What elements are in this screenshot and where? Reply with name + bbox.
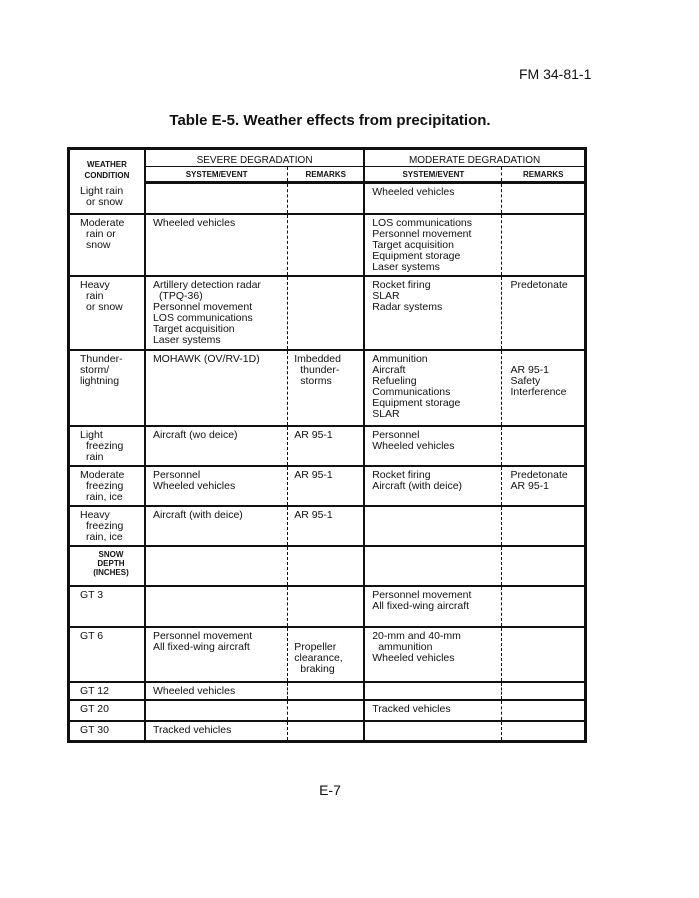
moderate-system-event-cell-text: Rocket firing xyxy=(372,278,431,291)
snow-depth-header-line: SNOW xyxy=(98,549,124,559)
moderate-system-event-cell xyxy=(364,350,502,426)
weather-condition-cell-text: lightning xyxy=(80,374,120,387)
weather-condition-cell-text: GT 20 xyxy=(80,702,109,715)
moderate-system-event-cell-text: Equipment storage xyxy=(372,249,461,262)
weather-condition-cell xyxy=(69,700,145,721)
moderate-remarks-cell-text: Predetonate xyxy=(510,278,568,291)
weather-condition-header-line: WEATHER xyxy=(87,159,127,169)
moderate-system-event-cell-text: 20-mm and 40-mm xyxy=(372,629,461,642)
moderate-remarks-header: REMARKS xyxy=(502,167,586,183)
page-number: E-7 xyxy=(319,782,341,798)
severe-system-event-cell-text: Laser systems xyxy=(152,333,221,346)
severe-system-event-cell xyxy=(145,426,288,466)
moderate-system-event-cell-text: Rocket firing xyxy=(372,468,431,481)
severe-system-event-cell-text: Personnel movement xyxy=(152,629,253,642)
moderate-remarks-cell xyxy=(502,721,586,742)
document-id: FM 34-81-1 xyxy=(519,66,592,82)
severe-system-event-cell-text: (TPQ-36) xyxy=(158,289,203,302)
empty-cell xyxy=(288,546,364,586)
severe-remarks-cell xyxy=(288,700,364,721)
moderate-system-event-cell-text: All fixed-wing aircraft xyxy=(372,599,470,612)
moderate-remarks-cell xyxy=(502,466,586,506)
moderate-remarks-cell xyxy=(502,627,586,682)
moderate-system-event-cell xyxy=(364,586,502,627)
moderate-system-event-cell-text: SLAR xyxy=(372,407,400,420)
severe-remarks-cell xyxy=(288,627,364,682)
severe-system-event-cell xyxy=(145,586,288,627)
severe-remarks-cell-text: braking xyxy=(300,662,335,675)
weather-condition-cell-text: GT 12 xyxy=(80,684,109,697)
empty-cell xyxy=(502,546,586,586)
moderate-system-event-cell xyxy=(364,183,502,214)
moderate-remarks-cell-text: Predetonate xyxy=(510,468,568,481)
severe-remarks-cell xyxy=(288,214,364,276)
severe-remarks-cell-text: Propeller xyxy=(294,640,337,653)
severe-system-event-cell xyxy=(145,627,288,682)
table-row xyxy=(69,183,586,214)
moderate-remarks-cell-text: Interference xyxy=(510,385,567,398)
moderate-system-event-cell xyxy=(364,700,502,721)
moderate-remarks-cell-text: AR 95-1 xyxy=(510,479,550,492)
moderate-system-event-cell-text: Personnel movement xyxy=(372,588,472,601)
severe-system-event-cell-text: Target acquisition xyxy=(152,322,235,335)
weather-condition-cell xyxy=(69,466,145,506)
moderate-system-event-cell xyxy=(364,721,502,742)
moderate-system-event-cell-text: LOS communications xyxy=(372,216,472,229)
snow-depth-header-row xyxy=(69,546,586,586)
weather-condition-cell-text: freezing xyxy=(86,439,124,452)
weather-condition-cell-text: rain xyxy=(86,450,104,463)
moderate-system-event-cell-text: Wheeled vehicles xyxy=(372,439,455,452)
weather-condition-cell-text: Moderate xyxy=(80,216,125,229)
weather-condition-cell xyxy=(69,214,145,276)
table-title: Table E-5. Weather effects from precipitation. xyxy=(169,112,491,129)
moderate-remarks-cell-text: Safety xyxy=(510,374,541,387)
severe-system-event-cell-text: Aircraft (wo deice) xyxy=(152,428,238,441)
severe-system-event-cell-text: Personnel movement xyxy=(152,300,253,313)
severe-system-event-cell-text: Wheeled vehicles xyxy=(152,684,236,697)
moderate-remarks-cell xyxy=(502,700,586,721)
moderate-remarks-cell xyxy=(502,426,586,466)
moderate-system-event-cell xyxy=(364,426,502,466)
moderate-system-event-cell-text: Refueling xyxy=(372,374,417,387)
table-row xyxy=(69,466,586,506)
table-row xyxy=(69,276,586,350)
severe-remarks-cell xyxy=(288,506,364,546)
table-row xyxy=(69,214,586,276)
table-row xyxy=(69,721,586,742)
weather-condition-cell-text: or snow xyxy=(86,300,123,313)
moderate-system-event-cell-text: ammunition xyxy=(378,640,433,653)
severe-system-event-cell-text: MOHAWK (OV/RV-1D) xyxy=(152,352,260,365)
severe-remarks-cell-text: AR 95-1 xyxy=(294,508,333,521)
weather-condition-cell-text: Heavy xyxy=(80,278,110,291)
weather-condition-cell xyxy=(69,721,145,742)
severe-remarks-cell xyxy=(288,276,364,350)
moderate-system-event-cell-text: Wheeled vehicles xyxy=(372,651,455,664)
severe-system-event-cell xyxy=(145,506,288,546)
severe-degradation-header: SEVERE DEGRADATION xyxy=(145,149,364,167)
moderate-remarks-cell-text xyxy=(510,354,582,365)
severe-remarks-cell xyxy=(288,466,364,506)
moderate-remarks-cell xyxy=(502,586,586,627)
moderate-system-event-cell-text: Wheeled vehicles xyxy=(372,186,455,198)
severe-remarks-cell-text: thunder- xyxy=(300,363,340,376)
severe-system-event-cell xyxy=(145,183,288,214)
empty-cell xyxy=(145,546,288,586)
moderate-system-event-cell-text: Target acquisition xyxy=(372,238,454,251)
severe-system-event-cell xyxy=(145,466,288,506)
table-row xyxy=(69,426,586,466)
severe-system-event-cell-text: Wheeled vehicles xyxy=(152,216,236,229)
moderate-remarks-cell xyxy=(502,506,586,546)
moderate-system-event-cell-text: Laser systems xyxy=(372,260,440,273)
severe-system-event-header: SYSTEM/EVENT xyxy=(145,167,288,183)
severe-system-event-cell-text: Artillery detection radar xyxy=(152,278,261,291)
weather-condition-cell-text: rain xyxy=(86,289,104,302)
moderate-system-event-header: SYSTEM/EVENT xyxy=(364,167,502,183)
weather-condition-cell-text: GT 6 xyxy=(80,629,104,642)
snow-depth-header-line: (INCHES) xyxy=(93,567,129,577)
weather-condition-cell xyxy=(69,586,145,627)
severe-system-event-cell-text: Wheeled vehicles xyxy=(152,479,236,492)
severe-remarks-cell-text: Imbedded xyxy=(294,352,341,365)
weather-condition-cell xyxy=(69,506,145,546)
moderate-system-event-cell xyxy=(364,466,502,506)
table-row xyxy=(69,700,586,721)
severe-system-event-cell xyxy=(145,721,288,742)
weather-effects-table xyxy=(67,147,587,743)
severe-remarks-cell-text: AR 95-1 xyxy=(294,428,333,441)
moderate-system-event-cell-text: Aircraft (with deice) xyxy=(372,479,463,492)
moderate-remarks-cell xyxy=(502,214,586,276)
severe-system-event-cell xyxy=(145,350,288,426)
severe-remarks-cell xyxy=(288,721,364,742)
snow-depth-header-line: DEPTH xyxy=(97,558,125,568)
table-row xyxy=(69,586,586,627)
weather-condition-cell-text: rain, ice xyxy=(86,530,123,543)
weather-condition-header-line: CONDITION xyxy=(84,170,130,180)
moderate-remarks-cell xyxy=(502,350,586,426)
severe-remarks-cell-text: AR 95-1 xyxy=(294,468,333,481)
table-row xyxy=(69,682,586,700)
moderate-remarks-cell xyxy=(502,276,586,350)
severe-system-event-cell-text: All fixed-wing aircraft xyxy=(152,640,250,653)
severe-system-event-cell xyxy=(145,700,288,721)
weather-condition-cell-text: Light rain xyxy=(80,184,124,197)
severe-system-event-cell xyxy=(145,214,288,276)
weather-condition-cell xyxy=(69,426,145,466)
moderate-system-event-cell-text: Personnel movement xyxy=(372,227,472,240)
moderate-system-event-cell-text: SLAR xyxy=(372,289,400,302)
weather-condition-cell-text: GT 3 xyxy=(80,588,104,601)
severe-system-event-cell-text: Tracked vehicles xyxy=(152,723,232,736)
severe-remarks-cell-text: storms xyxy=(300,374,332,387)
weather-condition-cell xyxy=(69,183,145,214)
weather-condition-cell-text: freezing xyxy=(86,519,124,532)
moderate-remarks-cell xyxy=(502,183,586,214)
table-row xyxy=(69,627,586,682)
severe-remarks-cell-text xyxy=(294,631,361,642)
weather-condition-cell-text: Light xyxy=(80,428,103,441)
table-body xyxy=(69,183,586,742)
severe-remarks-cell xyxy=(288,682,364,700)
moderate-remarks-cell xyxy=(502,682,586,700)
moderate-system-event-cell-text: Radar systems xyxy=(372,300,443,313)
moderate-system-event-cell xyxy=(364,276,502,350)
moderate-system-event-cell-text: Equipment storage xyxy=(372,396,461,409)
weather-condition-cell-text: rain or xyxy=(86,227,116,240)
empty-cell xyxy=(364,546,502,586)
snow-depth-header xyxy=(69,546,145,586)
severe-remarks-header: REMARKS xyxy=(288,167,364,183)
severe-remarks-cell xyxy=(288,183,364,214)
moderate-degradation-header: MODERATE DEGRADATION xyxy=(364,149,585,167)
moderate-system-event-cell-text: Communications xyxy=(372,385,451,398)
weather-condition-cell xyxy=(69,627,145,682)
moderate-system-event-cell xyxy=(364,214,502,276)
weather-condition-cell-text: freezing xyxy=(86,479,124,492)
moderate-system-event-cell-text: Personnel xyxy=(372,428,420,441)
moderate-system-event-cell-text: Tracked vehicles xyxy=(372,702,451,715)
weather-condition-cell-text: Thunder- xyxy=(80,352,123,365)
weather-condition-cell-text: GT 30 xyxy=(80,723,109,736)
severe-system-event-cell-text: LOS communications xyxy=(152,311,253,324)
severe-remarks-cell xyxy=(288,350,364,426)
weather-condition-cell xyxy=(69,276,145,350)
sub-header-row xyxy=(69,167,586,183)
moderate-remarks-cell-text: AR 95-1 xyxy=(510,363,550,376)
severe-system-event-cell-text: Aircraft (with deice) xyxy=(152,508,243,521)
weather-condition-cell xyxy=(69,682,145,700)
weather-condition-cell xyxy=(69,350,145,426)
moderate-system-event-cell xyxy=(364,506,502,546)
severe-remarks-cell-text: clearance, xyxy=(294,651,343,664)
weather-condition-cell-text: or snow xyxy=(86,195,123,208)
weather-condition-header xyxy=(69,149,145,183)
severe-system-event-cell-text: Personnel xyxy=(152,468,201,481)
moderate-system-event-cell-text: Aircraft xyxy=(372,363,406,376)
severe-remarks-cell xyxy=(288,426,364,466)
severe-system-event-cell xyxy=(145,276,288,350)
weather-condition-cell-text: rain, ice xyxy=(86,490,123,503)
moderate-system-event-cell xyxy=(364,682,502,700)
weather-condition-cell-text: Heavy xyxy=(80,508,110,521)
moderate-system-event-cell xyxy=(364,627,502,682)
group-header-row xyxy=(69,149,586,167)
table-row xyxy=(69,506,586,546)
severe-system-event-cell xyxy=(145,682,288,700)
weather-condition-cell-text: Moderate xyxy=(80,468,125,481)
severe-remarks-cell xyxy=(288,586,364,627)
weather-condition-cell-text: snow xyxy=(86,238,111,251)
weather-condition-cell-text: storm/ xyxy=(80,363,110,376)
table-row xyxy=(69,350,586,426)
moderate-system-event-cell-text: Ammunition xyxy=(372,352,428,365)
